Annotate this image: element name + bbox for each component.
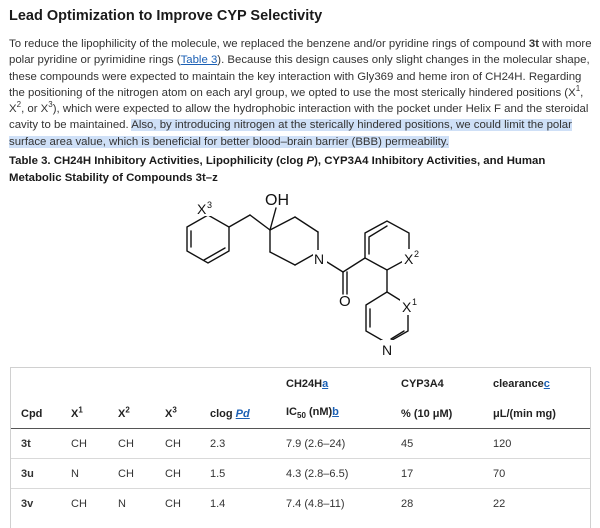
compound-ref: 3t: [528, 38, 539, 50]
col-percent: % (10 μM): [401, 399, 493, 429]
piperidine-n-label: N: [314, 251, 325, 267]
footnote-c-link[interactable]: c: [543, 377, 550, 390]
body-paragraph: To reduce the lipophilicity of the molecule, we replaced the benzene and/or pyridine rings of compound 3t with more polar pyridine or pyrimidine rings (Table 3). Because this design causes only slight changes in the molecular shape, these compounds were expected to maintain the key interaction with Gly369 and heme iron of CH24H. Regarding the positioning of the nitrogen atom on each aryl group, we opted to use the most sterically hindered positions ($X^1$, $X^2$, or $X^3$), which were expected to allow the hydrophobic interaction with the pocket under Helix F and the steroidal cavity to be maintained. Also, by introducing nitrogen at the sterically hindered positions, we could limit the polar surface area value, which is beneficial for better blood–brain barrier (BBB) permeability.: [9, 38, 592, 148]
x3-label: X: [197, 201, 207, 217]
col-units: μL/(min mg): [493, 399, 590, 429]
benzene-ring: [187, 215, 229, 263]
highlighted-text[interactable]: Also, by introducing nitrogen at the sterically hindered positions, we could limit the polar surface area value, which is beneficial for better blood–brain barrier (BBB) permeability.: [9, 119, 572, 148]
carbonyl-o-label: O: [339, 293, 351, 310]
col-clogp: clog Pd: [210, 399, 286, 429]
col-clearance: clearancec: [493, 377, 550, 390]
svg-text:3: 3: [207, 200, 213, 210]
x2-label: X: [404, 251, 414, 267]
col-x2: $X^2$: [118, 399, 165, 429]
col-x1: $X^1$: [71, 399, 118, 429]
col-x3: $X^3$: [165, 399, 210, 429]
table-3-link[interactable]: Table 3: [180, 54, 218, 67]
chemical-structure: [0, 180, 600, 368]
table-row: 3t CH CH CH 2.3 7.9 (2.6–24) 45 120: [11, 429, 590, 459]
table-row: 3v CH N CH 1.4 7.4 (4.8–11) 28 22: [21, 497, 506, 510]
data-table: [10, 367, 591, 528]
footnote-a-link[interactable]: a: [322, 377, 329, 390]
x1-label: X: [402, 299, 412, 315]
footnote-b-link[interactable]: b: [332, 406, 339, 419]
svg-text:1: 1: [412, 297, 418, 307]
table-row: 3u N CH CH 1.5 4.3 (2.8–6.5) 17 70: [11, 459, 590, 489]
col-cyp3a4: CYP3A4: [401, 377, 444, 390]
col-cpd: Cpd: [11, 399, 71, 429]
pyridine-n-label: N: [382, 342, 393, 358]
section-heading: Lead Optimization to Improve CYP Selectivity: [9, 8, 323, 24]
table-caption: Table 3. CH24H Inhibitory Activities, Lipophilicity (clog P), CYP3A4 Inhibitory Activities, and Human Metabolic Stability of Compounds 3t–z: [9, 155, 546, 184]
col-ch24h: CH24Ha: [286, 377, 329, 390]
footnote-p-link[interactable]: Pd: [235, 407, 250, 420]
col-ic50: $IC_{50}$ (nM)b: [286, 399, 401, 429]
svg-text:2: 2: [414, 249, 420, 259]
hydroxyl-label: OH: [265, 192, 289, 209]
